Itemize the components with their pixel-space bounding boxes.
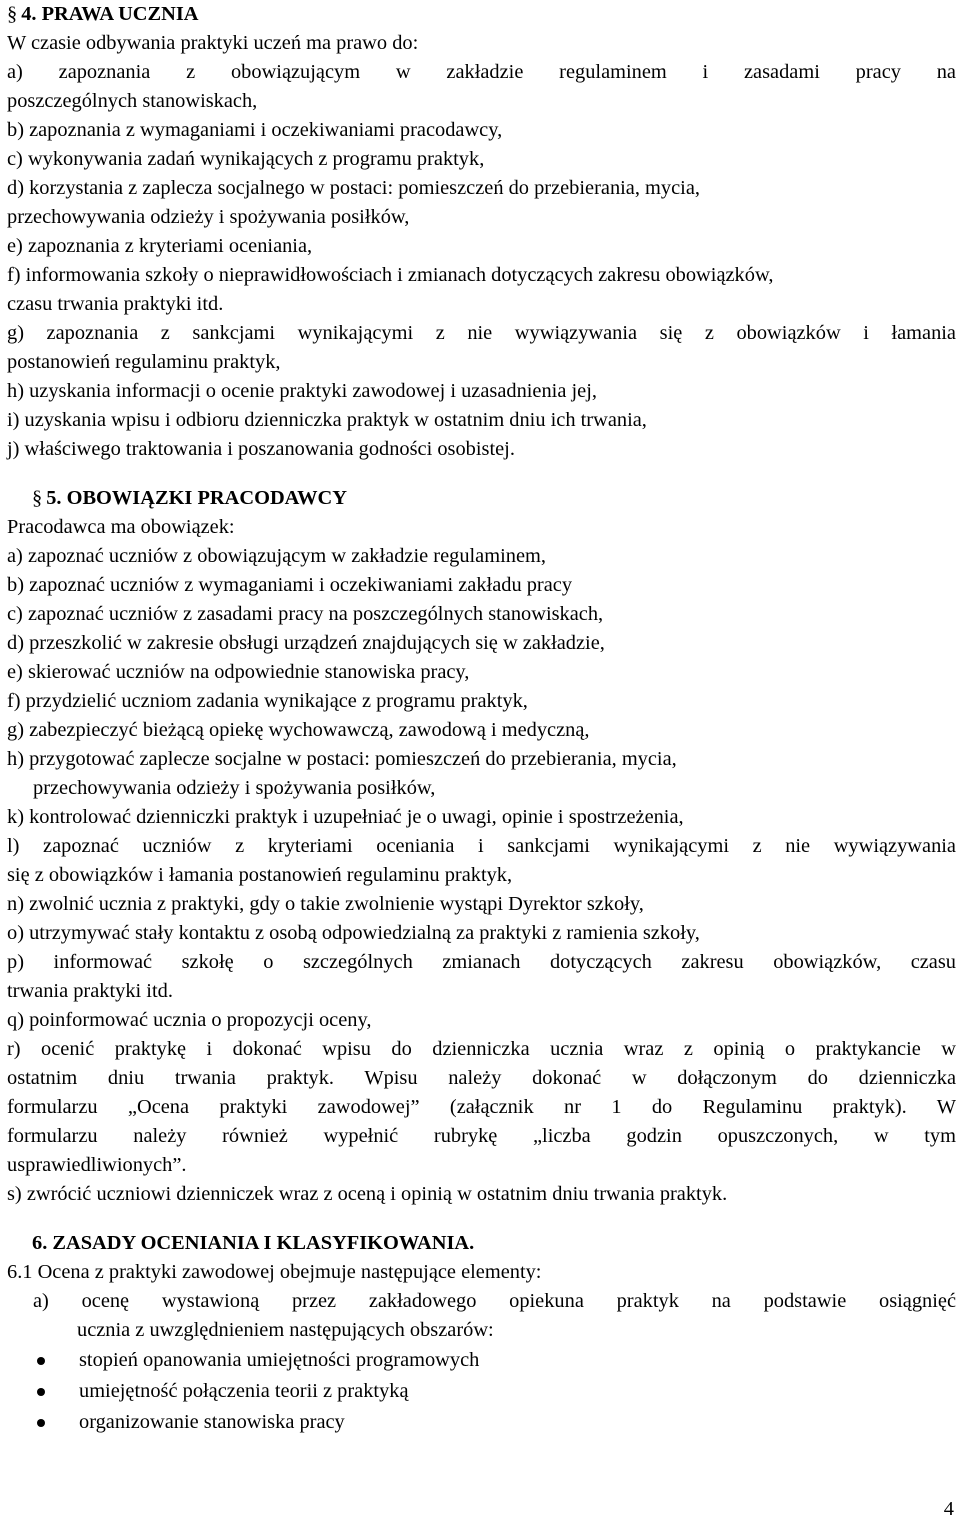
document-page — [7, 0, 956, 1438]
list-item: c) wykonywania zadań wynikających z programu praktyk, — [7, 148, 485, 170]
section-symbol: § — [7, 3, 18, 25]
list-item: a) ocenę wystawioną przez zakładowego opiekuna praktyk na podstawie osiągnięć — [33, 1290, 956, 1312]
list-item: przechowywania odzieży i spożywania posiłków, — [33, 777, 436, 799]
bullet-item — [7, 1376, 956, 1407]
list-item: j) właściwego traktowania i poszanowania godności osobistej. — [7, 438, 515, 460]
list-item: o) utrzymywać stały kontaktu z osobą odpowiedzialną za praktyki z ramienia szkoły, — [7, 922, 700, 944]
list-item: g) zabezpieczyć bieżącą opiekę wychowawczą, zawodową i medyczną, — [7, 719, 590, 741]
list-item: g) zapoznania z sankcjami wynikającymi z nie wywiązywania się z obowiązków i łamania — [7, 322, 956, 344]
list-item: poszczególnych stanowiskach, — [7, 90, 258, 112]
list-item: n) zwolnić ucznia z praktyki, gdy o takie zwolnienie wystąpi Dyrektor szkoły, — [7, 893, 644, 915]
list-item: b) zapoznania z wymaganiami i oczekiwaniami pracodawcy, — [7, 119, 503, 141]
section-5-title: 5. OBOWIĄZKI PRACODAWCY — [46, 487, 347, 509]
list-item: f) przydzielić uczniom zadania wynikające z programu praktyk, — [7, 690, 528, 712]
list-item: q) poinformować ucznia o propozycji oceny, — [7, 1009, 372, 1031]
bullet-icon — [37, 1357, 45, 1365]
section-6-intro: 6.1 Ocena z praktyki zawodowej obejmuje następujące elementy: — [7, 1261, 542, 1283]
list-item: d) przeszkolić w zakresie obsługi urządzeń znajdujących się w zakładzie, — [7, 632, 605, 654]
list-item: a) zapoznać uczniów z obowiązującym w zakładzie regulaminem, — [7, 545, 546, 567]
section-symbol: § — [32, 487, 43, 509]
list-item: f) informowania szkoły o nieprawidłowościach i zmianach dotyczących zakresu obowiązków, — [7, 264, 774, 286]
section-6-bullets — [7, 1345, 956, 1438]
list-item: postanowień regulaminu praktyk, — [7, 351, 281, 373]
list-item: l) zapoznać uczniów z kryteriami oceniania i sankcjami wynikającymi z nie wywiązywania — [7, 835, 956, 857]
list-item: a) zapoznania z obowiązującym w zakładzie regulaminem i zasadami pracy na — [7, 61, 956, 83]
list-item: h) uzyskania informacji o ocenie praktyki zawodowej i uzasadnienia jej, — [7, 380, 597, 402]
list-item: c) zapoznać uczniów z zasadami pracy na poszczególnych stanowiskach, — [7, 603, 604, 625]
page-number: 4 — [943, 1498, 954, 1520]
bullet-item — [7, 1407, 956, 1438]
list-item: przechowywania odzieży i spożywania posiłków, — [7, 206, 410, 228]
section-5-list — [7, 542, 956, 1209]
section-4-list — [7, 58, 956, 464]
list-item: ostatnim dniu trwania praktyk. Wpisu należy dokonać w dołączonym do dzienniczka — [7, 1067, 956, 1089]
list-item: e) skierować uczniów na odpowiednie stanowiska pracy, — [7, 661, 470, 683]
list-item: usprawiedliwionych”. — [7, 1154, 187, 1176]
list-item: s) zwrócić uczniowi dzienniczek wraz z oceną i opinią w ostatnim dniu trwania praktyk. — [7, 1183, 728, 1205]
bullet-icon — [37, 1388, 45, 1396]
list-item: k) kontrolować dzienniczki praktyk i uzupełniać je o uwagi, opinie i spostrzeżenia, — [7, 806, 684, 828]
section-6-item-a — [7, 1287, 956, 1345]
list-item: się z obowiązków i łamania postanowień regulaminu praktyk, — [7, 864, 513, 886]
section-5-heading — [7, 484, 956, 513]
bullet-icon — [37, 1419, 45, 1427]
list-item: p) informować szkołę o szczególnych zmianach dotyczących zakresu obowiązków, czasu — [7, 951, 956, 973]
section-6-heading: 6. ZASADY OCENIANIA I KLASYFIKOWANIA. — [32, 1232, 475, 1254]
list-item: d) korzystania z zaplecza socjalnego w postaci: pomieszczeń do przebierania, mycia, — [7, 177, 700, 199]
section-4-intro: W czasie odbywania praktyki uczeń ma prawo do: — [7, 32, 419, 54]
list-item: r) ocenić praktykę i dokonać wpisu do dzienniczka ucznia wraz z opinią o praktykancie w — [7, 1038, 956, 1060]
list-item: i) uzyskania wpisu i odbioru dzienniczka praktyk w ostatnim dniu ich trwania, — [7, 409, 647, 431]
section-4-heading — [7, 0, 956, 29]
bullet-text: stopień opanowania umiejętności programowych — [79, 1349, 480, 1371]
section-5-intro: Pracodawca ma obowiązek: — [7, 516, 235, 538]
list-item: formularzu należy również wypełnić rubrykę „liczba godzin opuszczonych, w tym — [7, 1125, 956, 1147]
list-item: e) zapoznania z kryteriami oceniania, — [7, 235, 313, 257]
list-item: formularzu „Ocena praktyki zawodowej” (załącznik nr 1 do Regulaminu praktyk). W — [7, 1096, 956, 1118]
bullet-item — [7, 1345, 956, 1376]
list-item: czasu trwania praktyki itd. — [7, 293, 224, 315]
list-item: trwania praktyki itd. — [7, 980, 173, 1002]
bullet-text: umiejętność połączenia teorii z praktyką — [79, 1380, 409, 1402]
section-4-title: 4. PRAWA UCZNIA — [21, 3, 199, 25]
list-item: ucznia z uwzględnieniem następujących obszarów: — [77, 1319, 494, 1341]
bullet-text: organizowanie stanowiska pracy — [79, 1411, 345, 1433]
list-item: h) przygotować zaplecze socjalne w postaci: pomieszczeń do przebierania, mycia, — [7, 748, 677, 770]
list-item: b) zapoznać uczniów z wymaganiami i oczekiwaniami zakładu pracy — [7, 574, 573, 596]
